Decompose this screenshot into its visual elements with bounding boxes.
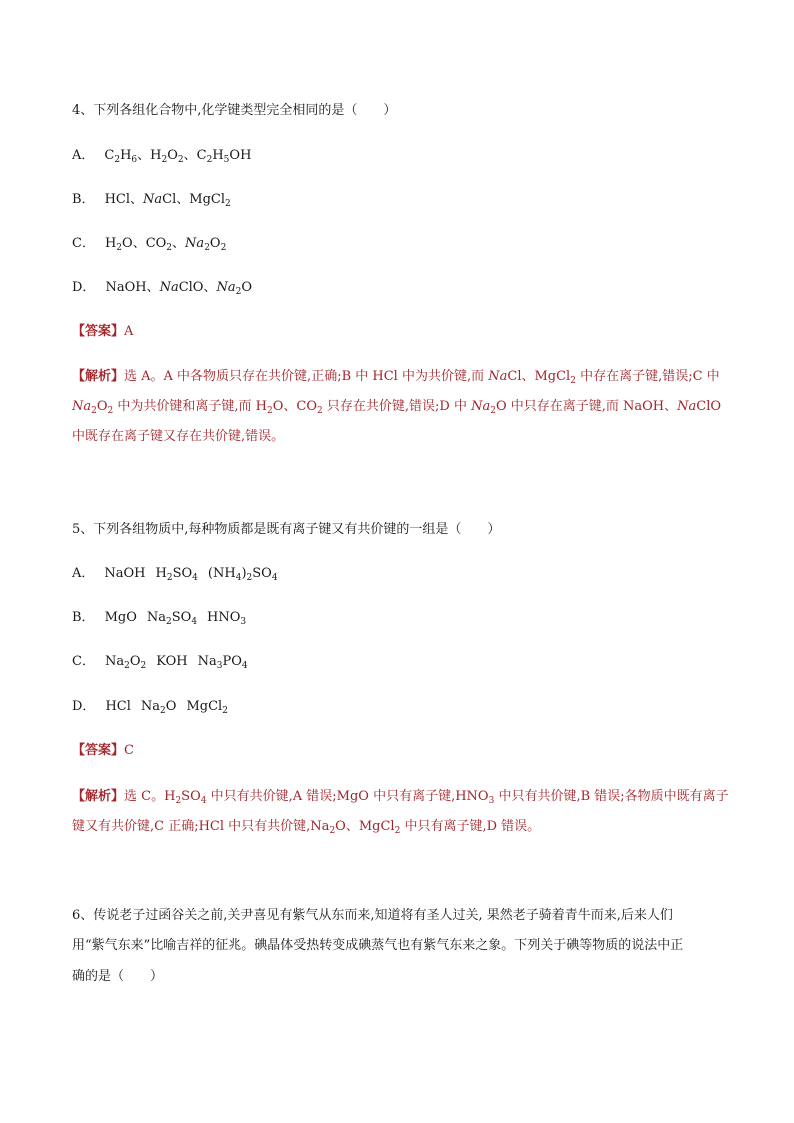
q5-stem: 5、下列各组物质中,每种物质都是既有离子键又有共价键的一组是（ ） bbox=[72, 522, 501, 537]
q4-option-b-label: B． bbox=[72, 192, 95, 207]
q4-analysis: 【解析】选 A。A 中各物质只存在共价键,正确;B 中 HCl 中为共价键,而 NaCl、MgCl$_2$ 中存在离子键,错误;C 中 $Na_2O_2$ 中为共价键和离子键,而 $H_2O$、$CO_2$ 只存在共价键,错误;D 中 $Na_2O$ 中只存在离子键,而 NaOH、NaClO 中既存在离子键又存在共价键,错误。 bbox=[72, 369, 722, 444]
q5-analysis: 【解析】选 C。$H_2SO_4$ 中只有共价键,A 错误;MgO 中只有离子键$,HNO_3$ 中只有共价键,B 错误;各物质中既有离子键又有共价键,C 正确;HCl 中只有共价键$,Na_2O$、MgCl$_2$ 中只有离子键,D 错误。 bbox=[72, 789, 729, 836]
q4-option-b: B． HCl、NaCl、MgCl$_2$ bbox=[72, 192, 231, 209]
q5-option-b: B． MgO $Na_2SO_4$ $HNO_3$ bbox=[72, 610, 247, 627]
q6-stem-line-3: 确的是（ ） bbox=[72, 969, 164, 984]
q4-option-a-label: A． bbox=[72, 148, 95, 163]
q5-analysis-tag: 【解析】 bbox=[72, 789, 125, 804]
q6-stem-line-2: 用“紫气东来”比喻吉祥的征兆。碘晶体受热转变成碘蒸气也有紫气东来之象。下列关于碘等物质的说法中正 bbox=[72, 938, 684, 953]
q5-option-d-label: D． bbox=[72, 699, 96, 714]
q4-answer-tag: 【答案】 bbox=[72, 324, 125, 339]
q4-option-d-label: D． bbox=[72, 280, 96, 295]
q5-option-c-label: C． bbox=[72, 654, 95, 669]
q5-answer-tag: 【答案】 bbox=[72, 743, 125, 758]
q6-stem-line-1: 6、传说老子过函谷关之前,关尹喜见有紫气从东而来,知道将有圣人过关, 果然老子骑着青牛而来,后来人们 bbox=[72, 908, 673, 923]
q5-option-c: C． $Na_2O_2$ KOH $Na_3PO_4$ bbox=[72, 654, 248, 671]
q4-option-c: C． $H_2O$、$CO_2$、$Na_2O_2$ bbox=[72, 236, 227, 253]
q5-answer bbox=[72, 741, 134, 761]
q4-answer-value: A bbox=[124, 324, 134, 339]
q4-option-d: D． NaOH、NaClO、$Na_2O$ bbox=[72, 280, 253, 297]
q4-option-c-label: C． bbox=[72, 236, 95, 251]
q4-analysis-tag: 【解析】 bbox=[72, 369, 125, 384]
q5-option-a: A． NaOH $H_2SO_4$ $(NH_4)_2SO_4$ bbox=[72, 566, 278, 583]
q5-option-d: D． HCl $Na_2O$ MgCl$_2$ bbox=[72, 699, 228, 716]
q4-stem: 4、下列各组化合物中,化学键类型完全相同的是（ ） bbox=[72, 103, 397, 118]
q4-option-a: A． $C_2H_6$、$H_2O_2$、$C_2H_5OH$ bbox=[72, 148, 252, 165]
q5-option-b-label: B． bbox=[72, 610, 95, 625]
q5-answer-value: C bbox=[124, 743, 134, 758]
q4-answer bbox=[72, 322, 133, 342]
q5-option-a-label: A． bbox=[72, 566, 95, 581]
